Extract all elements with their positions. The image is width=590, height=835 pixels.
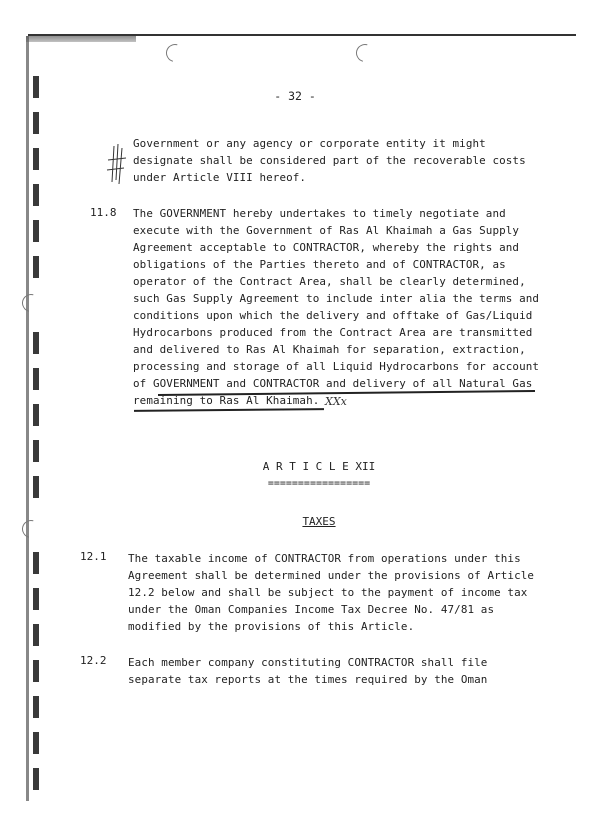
punch-hole (33, 368, 39, 390)
section-11-8-line: The GOVERNMENT hereby undertakes to timely negotiate and (133, 207, 506, 220)
section-number-11-8: 11.8 (90, 206, 117, 219)
punch-hole (33, 588, 39, 610)
section-number-12-1: 12.1 (80, 550, 107, 563)
continuation-line: Government or any agency or corporate entity it might (133, 137, 486, 150)
section-11-8-line: Agreement acceptable to CONTRACTOR, whereby the rights and (133, 241, 520, 254)
article-title-text: TAXES (302, 515, 336, 528)
punch-hole (33, 696, 39, 718)
article-title (0, 515, 590, 528)
section-12-1-line: The taxable income of CONTRACTOR from operations under this (128, 552, 521, 565)
handwritten-xxx-mark: XXx (325, 395, 347, 408)
binder-ring-mark (163, 41, 188, 66)
section-11-8-line: processing and storage of all Liquid Hydrocarbons for account (133, 360, 540, 373)
top-left-binding-mark (26, 36, 136, 42)
left-binding-edge (26, 36, 29, 801)
punch-hole (33, 768, 39, 790)
section-11-8-line: conditions upon which the delivery and offtake of Gas/Liquid (133, 309, 533, 322)
section-11-8-line: obligations of the Parties thereto and of CONTRACTOR, as (133, 258, 506, 271)
section-11-8-line: of GOVERNMENT and CONTRACTOR and delivery of all Natural Gas (133, 377, 533, 390)
section-11-8-line: and delivered to Ras Al Khaimah for separation, extraction, (133, 343, 526, 356)
section-11-8-line: such Gas Supply Agreement to include inter alia the terms and (133, 292, 540, 305)
section-12-1-line: modified by the provisions of this Article. (128, 620, 415, 633)
punch-hole (33, 624, 39, 646)
continuation-line: under Article VIII hereof. (133, 171, 307, 184)
punch-hole (33, 660, 39, 682)
punch-hole (33, 732, 39, 754)
section-12-1-line: Agreement shall be determined under the provisions of Article (128, 569, 535, 582)
punch-hole (33, 404, 39, 426)
handwritten-underline (134, 408, 324, 411)
punch-hole (33, 332, 39, 354)
section-11-8-line: execute with the Government of Ras Al Khaimah a Gas Supply (133, 224, 520, 237)
continuation-line: designate shall be considered part of the recoverable costs (133, 154, 526, 167)
section-12-1-line: under the Oman Companies Income Tax Decree No. 47/81 as (128, 603, 495, 616)
punch-hole (33, 112, 39, 134)
punch-hole (33, 440, 39, 462)
section-11-8-line: operator of the Contract Area, shall be clearly determined, (133, 275, 526, 288)
section-number-12-2: 12.2 (80, 654, 107, 667)
section-11-8-line: remaining to Ras Al Khaimah. (133, 394, 320, 407)
punch-hole (33, 184, 39, 206)
section-12-2-line: Each member company constituting CONTRACTOR shall file (128, 656, 488, 669)
article-heading: A R T I C L E XII (262, 460, 376, 473)
punch-hole (33, 256, 39, 278)
punch-hole (33, 552, 39, 574)
punch-hole (33, 148, 39, 170)
binder-ring-mark (353, 41, 378, 66)
punch-hole (33, 220, 39, 242)
binder-ring-mark (19, 291, 44, 316)
section-12-1-line: 12.2 below and shall be subject to the payment of income tax (128, 586, 528, 599)
section-12-2-line: separate tax reports at the times required by the Oman (128, 673, 488, 686)
article-heading-rule: ================= (267, 478, 371, 489)
section-11-8-line: Hydrocarbons produced from the Contract Area are transmitted (133, 326, 533, 339)
handwritten-margin-mark (104, 140, 128, 188)
page-number: - 32 - (274, 89, 316, 103)
